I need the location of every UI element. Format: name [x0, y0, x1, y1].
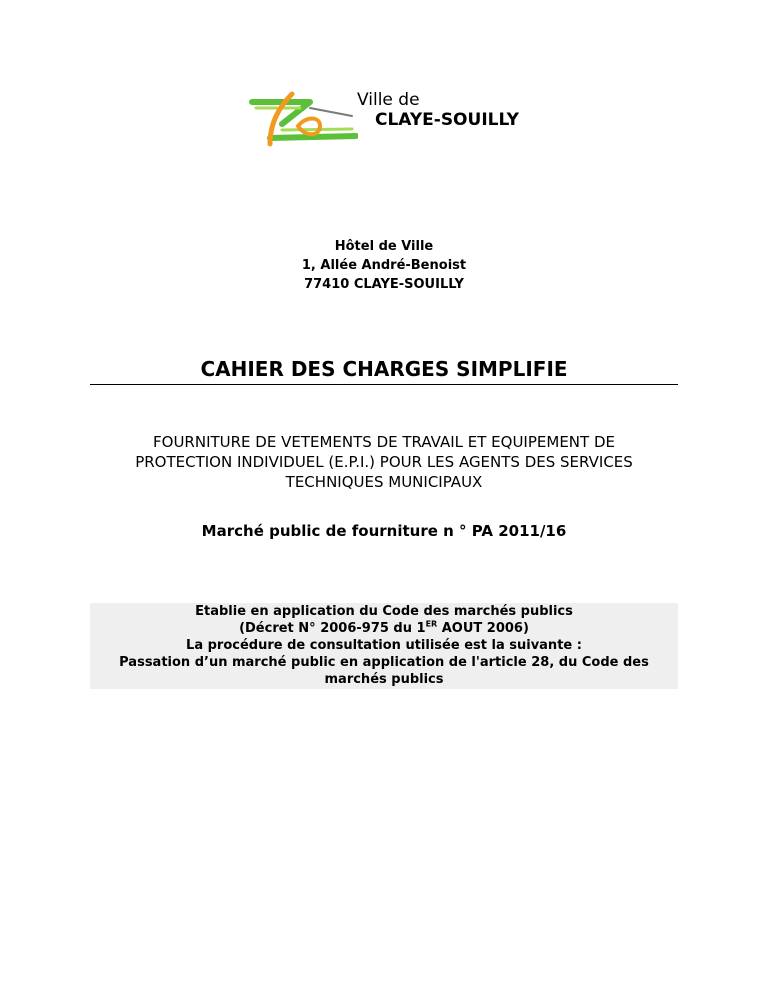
legal-line-4: Passation d’un marché public en application de l'article 28, du Code des — [119, 655, 649, 670]
address-block — [0, 237, 768, 294]
legal-line-2-text: (Décret N° 2006-975 du 1 — [239, 621, 426, 636]
subject-line-3: TECHNIQUES MUNICIPAUX — [285, 473, 483, 491]
logo-text-ville-de: Ville de — [357, 90, 420, 110]
legal-line-2 — [90, 620, 678, 637]
legal-line-2-text-end: AOUT 2006) — [437, 621, 529, 636]
address-line-1: Hôtel de Ville — [334, 239, 434, 254]
city-logo — [248, 86, 538, 152]
subject-block — [90, 432, 678, 492]
address-line-2: 1, Allée André-Benoist — [301, 258, 467, 273]
legal-line-1: Etablie en application du Code des marchés publics — [195, 604, 573, 619]
legal-notice-box — [90, 603, 678, 689]
market-reference: Marché public de fourniture n ° PA 2011/16 — [201, 522, 567, 540]
legal-line-2-superscript: ER — [425, 619, 438, 629]
logo-text-city-name: CLAYE-SOUILLY — [375, 110, 519, 130]
document-title: CAHIER DES CHARGES SIMPLIFIE — [90, 356, 678, 385]
legal-line-5: marchés publics — [324, 672, 444, 687]
subject-line-2: PROTECTION INDIVIDUEL (E.P.I.) POUR LES AGENTS DES SERVICES — [135, 453, 633, 471]
legal-line-3: La procédure de consultation utilisée est la suivante : — [186, 638, 582, 653]
subject-line-1: FOURNITURE DE VETEMENTS DE TRAVAIL ET EQUIPEMENT DE — [153, 433, 615, 451]
claye-souilly-emblem-icon — [248, 86, 358, 152]
address-line-3: 77410 CLAYE-SOUILLY — [304, 277, 464, 292]
